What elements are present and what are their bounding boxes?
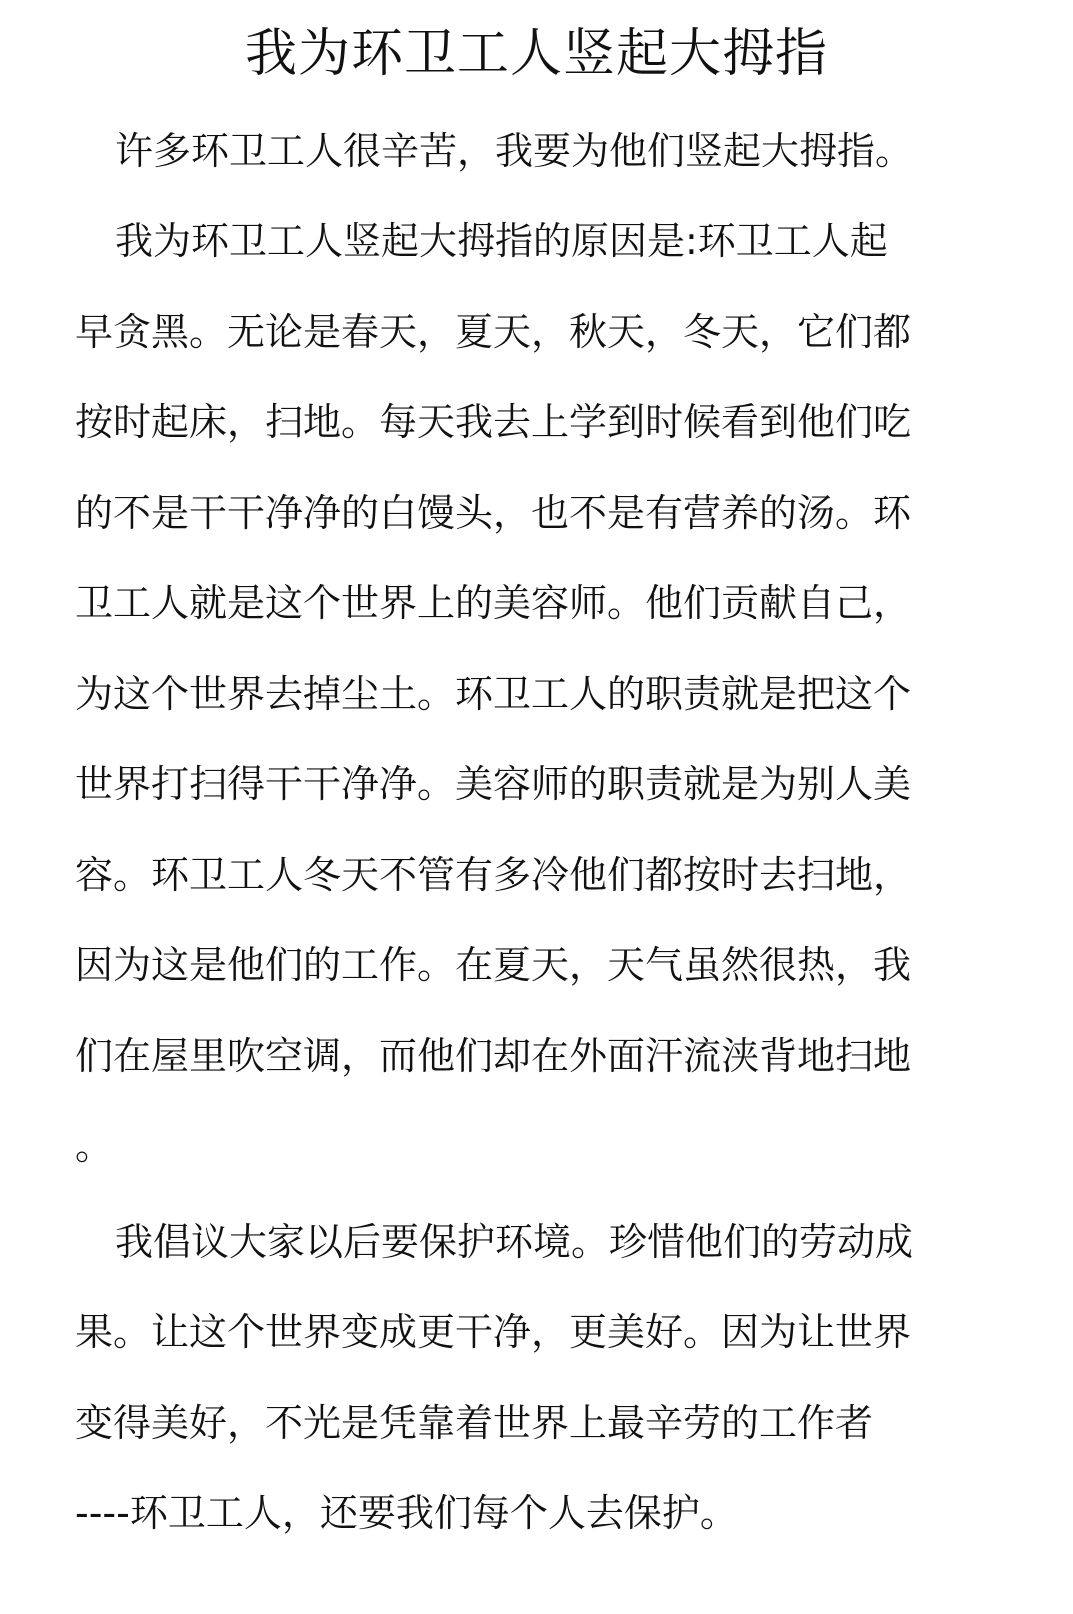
paragraph-line-12: 。	[75, 1124, 114, 1168]
paragraph-line-9: 容。环卫工人冬天不管有多冷他们都按时去扫地，	[75, 853, 912, 897]
paragraph-line-6: 卫工人就是这个世界上的美容师。他们贡献自己，	[75, 581, 912, 625]
paragraph-line-5: 的不是干干净净的白馒头，也不是有营养的汤。环	[75, 491, 912, 535]
paragraph-line-16: ----环卫工人，还要我们每个人去保护。	[75, 1491, 738, 1535]
paragraph-line-10: 因为这是他们的工作。在夏天，天气虽然很热，我	[75, 943, 912, 987]
paragraph-line-4: 按时起床，扫地。每天我去上学到时候看到他们吃	[75, 400, 912, 444]
paragraph-line-8: 世界打扫得干干净净。美容师的职责就是为别人美	[75, 762, 912, 806]
paragraph-line-2: 我为环卫工人竖起大拇指的原因是:环卫工人起	[115, 219, 888, 263]
paragraph-line-14: 果。让这个世界变成更干净，更美好。因为让世界	[75, 1310, 912, 1354]
paragraph-line-7: 为这个世界去掉尘土。环卫工人的职责就是把这个	[75, 672, 912, 716]
paragraph-line-11: 们在屋里吹空调，而他们却在外面汗流浃背地扫地	[75, 1034, 912, 1078]
paragraph-line-1: 许多环卫工人很辛苦，我要为他们竖起大拇指。	[115, 129, 914, 173]
paragraph-line-3: 早贪黑。无论是春天，夏天，秋天，冬天，它们都	[75, 310, 912, 354]
document-title: 我为环卫工人竖起大拇指	[244, 24, 828, 84]
paragraph-line-15: 变得美好，不光是凭靠着世界上最辛劳的工作者	[75, 1401, 874, 1445]
paragraph-line-13: 我倡议大家以后要保护环境。珍惜他们的劳动成	[115, 1220, 914, 1264]
